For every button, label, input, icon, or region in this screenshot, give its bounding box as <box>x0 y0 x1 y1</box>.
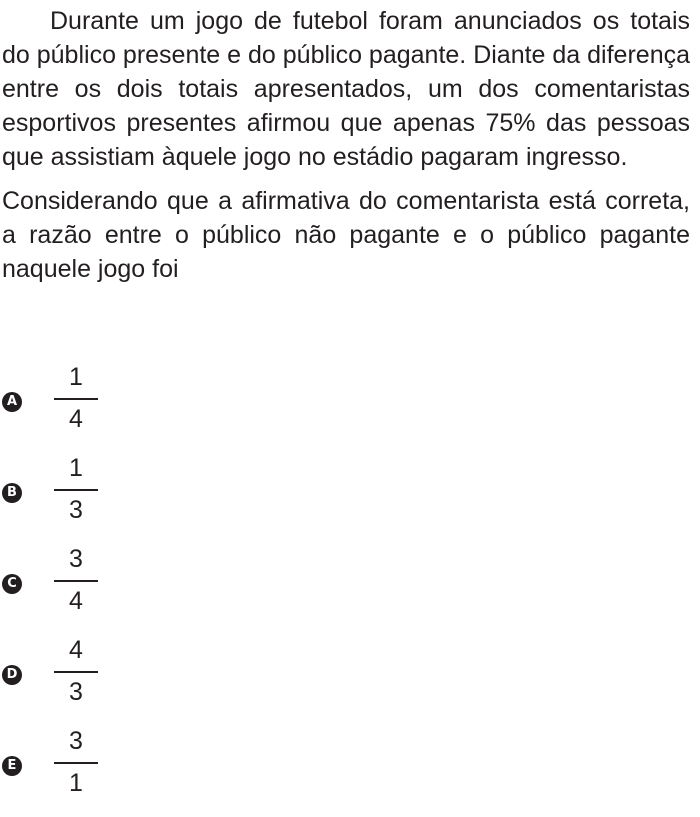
option-c[interactable] <box>2 544 302 635</box>
option-a-denominator: 4 <box>69 405 83 433</box>
question-statement <box>2 0 690 286</box>
answer-options <box>2 362 302 817</box>
option-a-numerator: 1 <box>69 363 83 391</box>
question-paragraph-1: Durante um jogo de futebol foram anunciados os totais do público presente e do público pagante. Diante da diferença entre os dois totais apresentados, um dos comentaristas esportivos presentes afirmou que apenas 75% das pessoas que assistiam àquele jogo no estádio pagaram ingresso. <box>2 7 691 171</box>
option-e-numerator: 3 <box>69 727 83 755</box>
fraction-bar <box>54 671 98 673</box>
option-d-numerator: 4 <box>69 636 83 664</box>
option-c-fraction <box>54 544 98 616</box>
option-d-letter-badge: D <box>2 665 22 685</box>
option-c-numerator: 3 <box>69 545 83 573</box>
fraction-bar <box>54 398 98 400</box>
option-d[interactable] <box>2 635 302 726</box>
option-d-fraction <box>54 635 98 707</box>
option-e-denominator: 1 <box>69 769 83 797</box>
option-d-denominator: 3 <box>69 678 83 706</box>
option-e[interactable] <box>2 726 302 817</box>
option-b-letter-badge: B <box>2 483 22 503</box>
option-b-numerator: 1 <box>69 454 83 482</box>
option-b-fraction <box>54 453 98 525</box>
option-e-letter-badge: E <box>2 756 22 776</box>
fraction-bar <box>54 762 98 764</box>
option-c-letter-badge: C <box>2 574 22 594</box>
fraction-bar <box>54 580 98 582</box>
option-a-letter-badge: A <box>2 392 22 412</box>
fraction-bar <box>54 489 98 491</box>
option-a[interactable] <box>2 362 302 453</box>
option-a-fraction <box>54 362 98 434</box>
option-b-denominator: 3 <box>69 496 83 524</box>
question-paragraph-2: Considerando que a afirmativa do comentarista está correta, a razão entre o público não pagante e o público pagante naquele jogo foi <box>2 187 690 283</box>
option-c-denominator: 4 <box>69 587 83 615</box>
option-b[interactable] <box>2 453 302 544</box>
option-e-fraction <box>54 726 98 798</box>
